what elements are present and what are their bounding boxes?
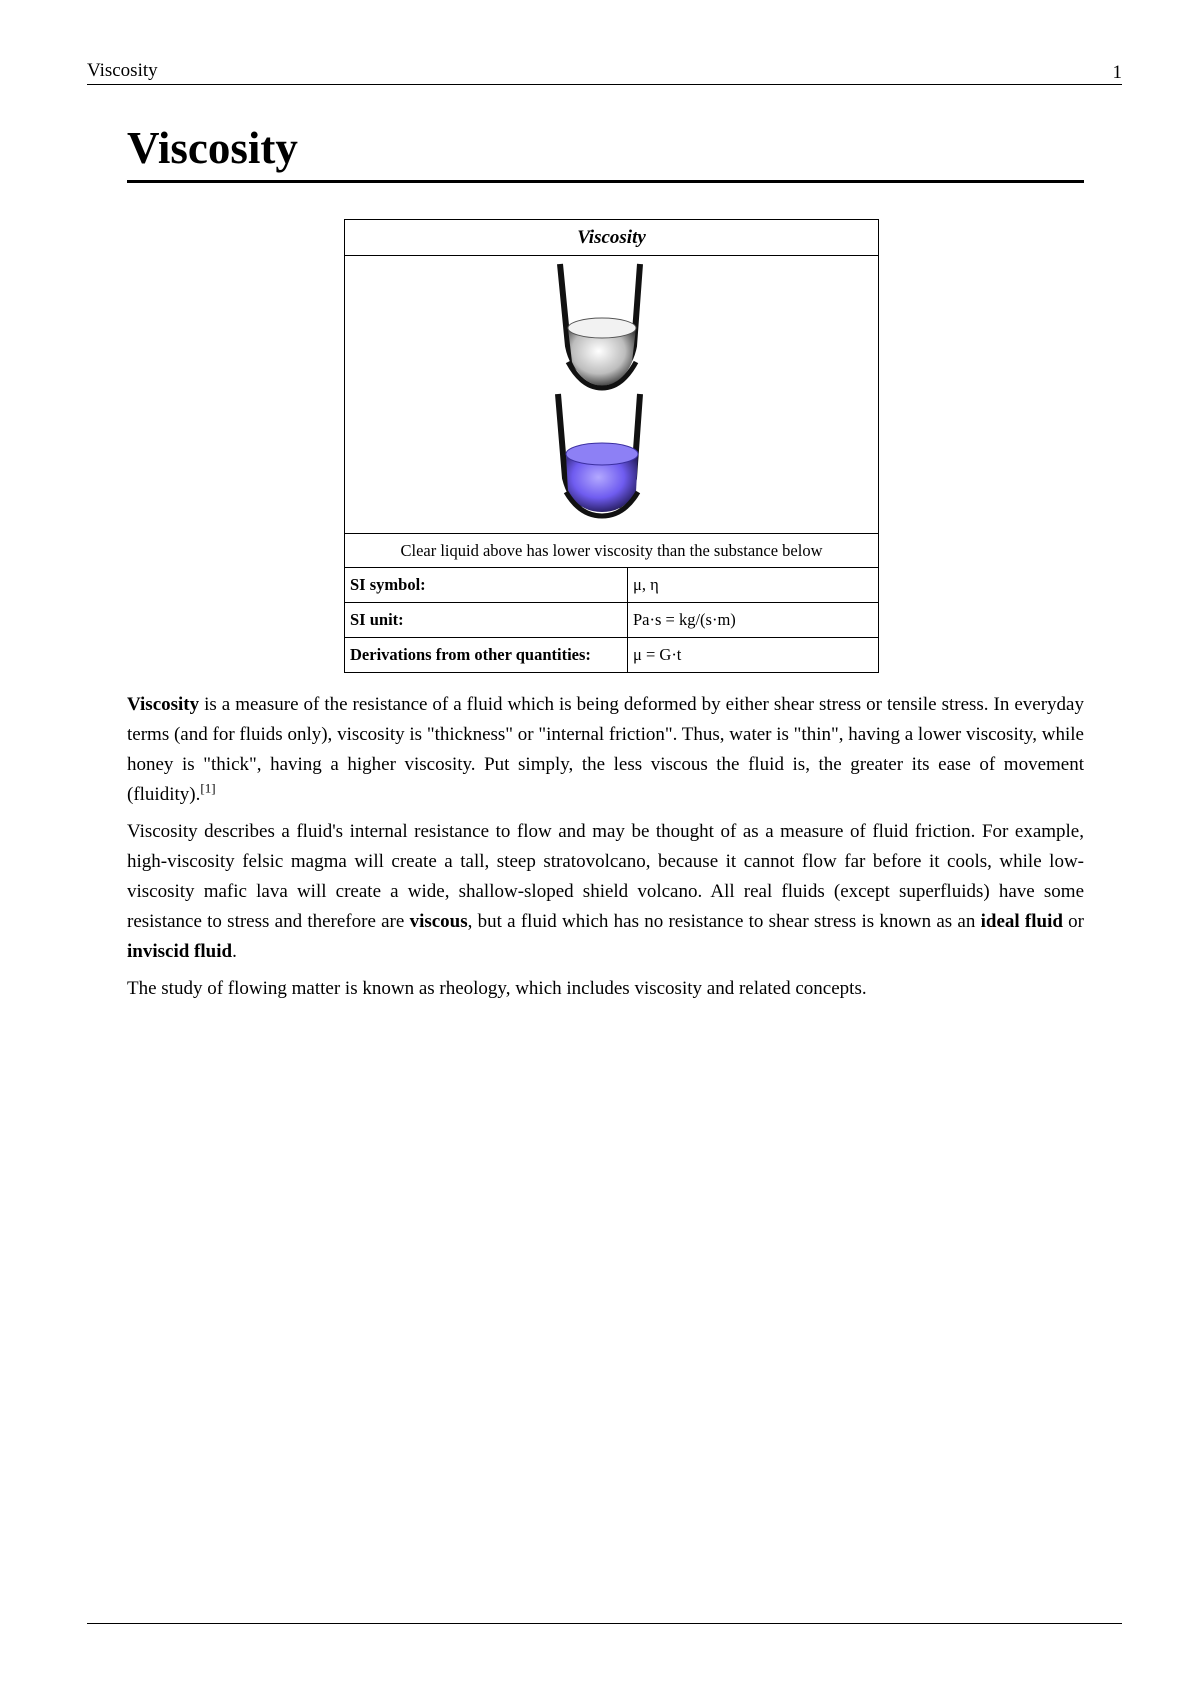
running-header	[87, 58, 1122, 85]
paragraph-description	[127, 817, 1084, 967]
infobox-label: SI symbol:	[345, 568, 628, 603]
infobox-title: Viscosity	[345, 220, 879, 256]
footer-rule	[87, 1623, 1122, 1624]
page-number: 1	[1112, 62, 1122, 83]
infobox-label: Derivations from other quantities:	[345, 638, 628, 673]
paragraph-text: , but a fluid which has no resistance to shear stress is known as an	[467, 911, 981, 932]
infobox-value: μ, η	[628, 568, 879, 603]
infobox-row-derivations	[345, 638, 879, 673]
infobox-label: SI unit:	[345, 603, 628, 638]
paragraph-text: is a measure of the resistance of a fluid which is being deformed by either shear stress or tensile stress. In everyday terms (and for fluids only), viscosity is "thickness" or "internal friction". Thus, water is "thin", having a lower viscosity, while honey is "thick", having a higher viscosity. Put simply, the less viscous the fluid is, the greater its ease of movement (fluidity).	[127, 694, 1084, 805]
page-title: Viscosity	[127, 118, 1084, 183]
infobox-value: μ = G·t	[628, 638, 879, 673]
term-inviscid-fluid: inviscid fluid	[127, 941, 233, 962]
paragraph-rheology: The study of flowing matter is known as rheology, which includes viscosity and related concepts.	[127, 978, 867, 999]
paragraph-text: .	[232, 941, 237, 962]
infobox-row-si-symbol	[345, 568, 879, 603]
lower-container-icon	[558, 394, 640, 516]
infobox-value: Pa·s = kg/(s·m)	[628, 603, 879, 638]
paragraph-definition	[127, 690, 1084, 810]
infobox-caption: Clear liquid above has lower viscosity than the substance below	[345, 534, 879, 568]
infobox-row-si-unit	[345, 603, 879, 638]
reference-link[interactable]: [1]	[200, 780, 216, 796]
term-viscous: viscous	[409, 911, 468, 932]
paragraph-text: or	[1062, 911, 1085, 932]
infobox	[344, 219, 879, 673]
upper-container-icon	[560, 264, 640, 388]
viscosity-containers-illustration	[350, 256, 873, 528]
paragraph-text: Viscosity describes a fluid's internal resistance to flow and may be thought of as a measure of fluid friction. For example, high-viscosity felsic magma will create a tall, steep stratovolcano, because it cannot flow far before it cools, while low-viscosity mafic lava will create a wide, shallow-sloped shield volcano. All real fluids (except superfluids) have some resistance to stress and therefore are	[127, 821, 1084, 932]
infobox-image	[345, 256, 879, 534]
term-viscosity: Viscosity	[127, 694, 200, 715]
term-ideal-fluid: ideal fluid	[980, 911, 1063, 932]
running-header-title: Viscosity	[87, 60, 158, 81]
article-body	[127, 690, 1084, 1011]
